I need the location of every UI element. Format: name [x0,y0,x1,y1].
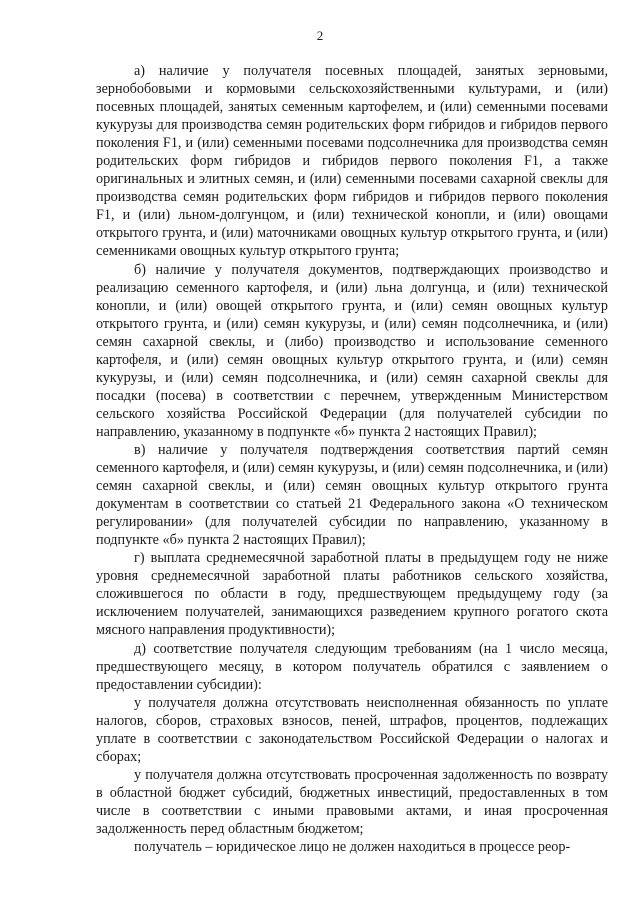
paragraph-a: а) наличие у получателя посевных площадей, занятых зерновыми, зернобобовыми и кормовыми сельскохозяйственными культурами, и (или) посевных площадей, занятых семенным картофелем, и (или) семенными посевами кукурузы для производства семян родительских форм гибридов и гибридов первого поколения F1, и (или) семенными посевами подсолнечника для производства семян родительских форм гибридов и гибридов первого поколения F1, а также оригинальных и элитных семян, и (или) семенными посевами сахарной свеклы для производства семян родительских форм гибридов и гибридов первого поколения F1, и (или) льном-долгунцом, и (или) технической конопли, и (или) овощами открытого грунта, и (или) маточниками овощных культур открытого грунта, и (или) семенниками овощных культур открытого грунта; [96,63,608,260]
document-body [96,62,608,856]
paragraph-g: г) выплата среднемесячной заработной платы в предыдущем году не ниже уровня среднемесячной заработной платы работников сельского хозяйства, сложившегося по области в году, предшествующем предыдущему году (за исключением получателей, занимающихся разведением крупного рогатого скота мясного направления продуктивности); [96,550,608,639]
paragraph-budget-debt: у получателя должна отсутствовать просроченная задолженность по возврату в областной бюджет субсидий, бюджетных инвестиций, предоставленных в том числе в соответствии с иными правовыми актами, и иная просроченная задолженность перед областным бюджетом; [96,766,608,837]
paragraph-v: в) наличие у получателя подтверждения соответствия партий семян семенного картофеля, и (или) семян кукурузы, и (или) семян подсолнечника, и (или) семян сахарной свеклы, и (или) семян овощных культур открытого грунта документам в соответствии со статьей 21 Федерального закона «О техническом регулировании» (для получателей субсидии по направлению, указанному в подпункте «б» пункта 2 настоящих Правил); [96,441,608,549]
paragraph-reorganization: получатель – юридическое лицо не должен находиться в процессе реор- [134,839,571,856]
page-number: 2 [316,28,324,43]
paragraph-d: д) соответствие получателя следующим требованиям (на 1 число месяца, предшествующего месяцу, в котором получатель обратился с заявлением о предоставлении субсидии): [96,640,608,693]
paragraph-tax-arrears: у получателя должна отсутствовать неисполненная обязанность по уплате налогов, сборов, страховых взносов, пеней, штрафов, процентов, подлежащих уплате в соответствии с законодательством Российской Федерации о налогах и сборах; [96,694,608,765]
paragraph-b: б) наличие у получателя документов, подтверждающих производство и реализацию семенного картофеля, и (или) льна долгунца, и (или) технической конопли, и (или) овощей открытого грунта, и (или) семян овощных культур открытого грунта, и (или) семян кукурузы, и (или) семян подсолнечника, и (или) семян сахарной свеклы, и (либо) производство и использование семенного картофеля, и (или) семян овощных культур открытого грунта, и (или) семян кукурузы, и (или) семян подсолнечника, и (или) семян сахарной свеклы для посадки (посева) в соответствии с перечнем, утвержденным Министерством сельского хозяйства Российской Федерации (для получателей субсидии по направлению, указанному в подпункте «б» пункта 2 настоящих Правил); [96,261,608,440]
